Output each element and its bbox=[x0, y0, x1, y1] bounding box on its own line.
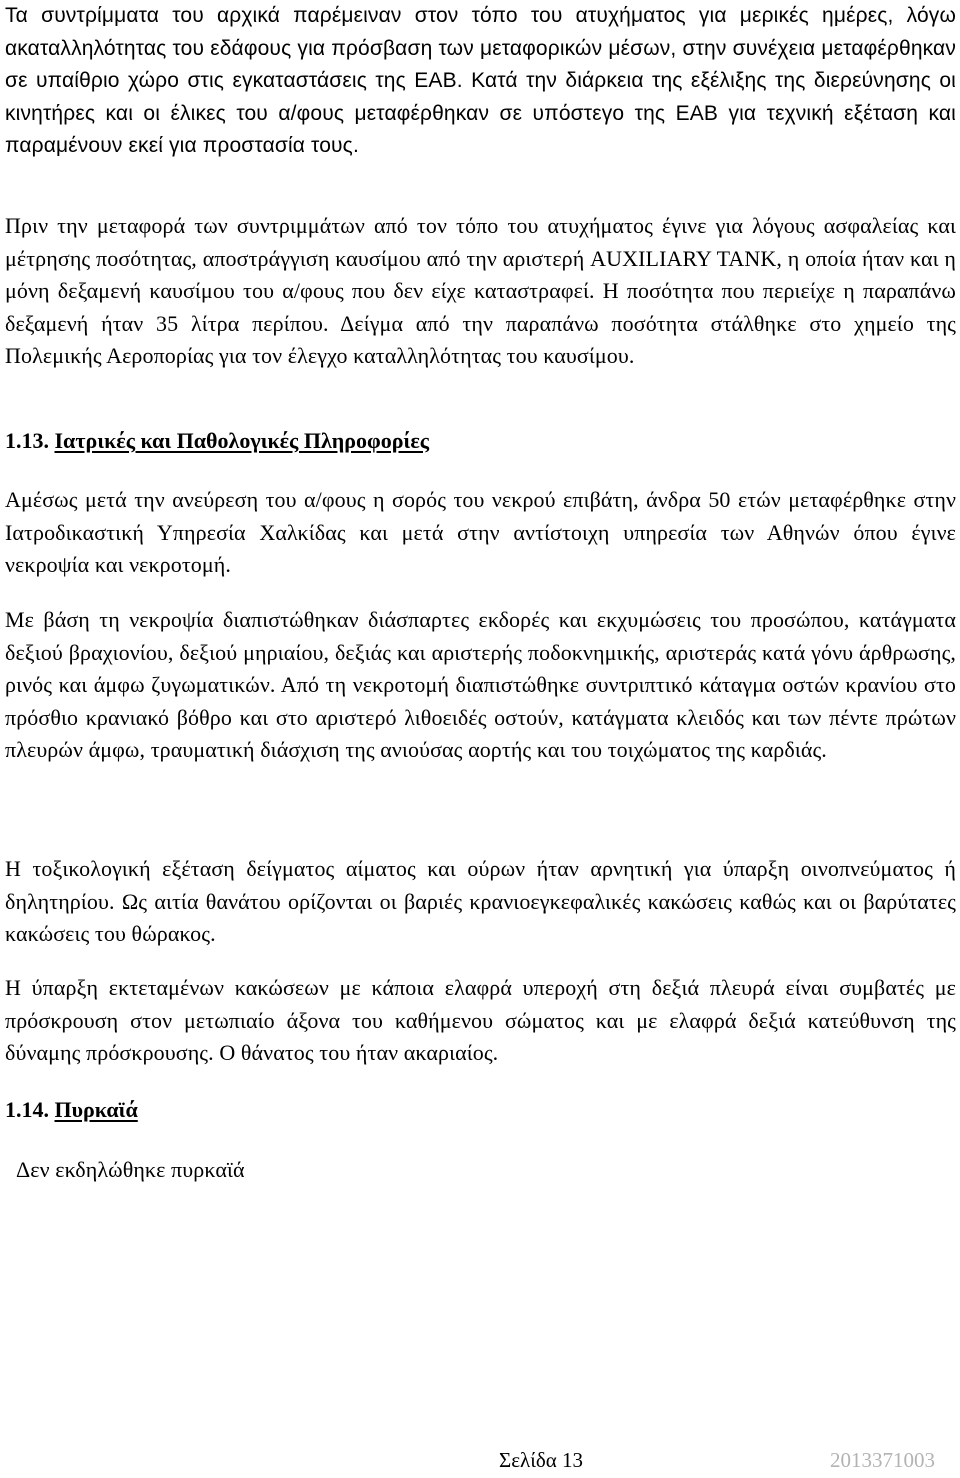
page-number: Σελίδα 13 bbox=[499, 1448, 584, 1472]
paragraph-impact-analysis: Η ύπαρξη εκτεταμένων κακώσεων με κάποια ελαφρά υπεροχή στη δεξιά πλευρά είναι συμβατές με πρόσκρουση στον μετωπιαίο άξονα του καθήμενου σώματος και με ελαφρά δεξιά κατεύθυνση της δύναμης πρόσκρουσης. Ο θάνατος του ήταν ακαριαίος. bbox=[5, 975, 956, 1065]
paragraph-body-transfer: Αμέσως μετά την ανεύρεση του α/φους η σορός του νεκρού επιβάτη, άνδρα 50 ετών μεταφέρθηκε στην Ιατροδικαστική Υπηρεσία Χαλκίδας και μετά στην αντίστοιχη υπηρεσία των Αθηνών όπου έγινε νεκροψία και νεκροτομή. bbox=[5, 487, 956, 577]
section-number: 1.13. bbox=[5, 428, 49, 453]
document-code: 2013371003 bbox=[830, 1448, 935, 1472]
paragraph-autopsy-findings: Με βάση τη νεκροψία διαπιστώθηκαν διάσπαρτες εκδορές και εκχυμώσεις του προσώπου, κατάγματα δεξιού βραχιονίου, δεξιού μηριαίου, δεξιάς και αριστερής ποδοκνημικής, αριστεράς κατά γόνυ άρθρωσης, ρινός και άμφω ζυγωματικών. Από τη νεκροτομή διαπιστώθηκε συντριπτικό κάταγμα οστών κρανίου στο πρόσθιο κρανιακό βόθρο και στο αριστερό λιθοειδές οστούν, κατάγματα κλειδός και των πέντε πρώτων πλευρών άμφω, τραυματική διάσχιση της ανιούσας αορτής και του τοιχώματος της καρδιάς. bbox=[5, 607, 956, 762]
section-number: 1.14. bbox=[5, 1097, 49, 1122]
paragraph-toxicology: Η τοξικολογική εξέταση δείγματος αίματος και ούρων ήταν αρνητική για ύπαρξη οινοπνεύματος ή δηλητηρίου. Ως αιτία θανάτου ορίζονται οι βαριές κρανιοεγκεφαλικές κακώσεις καθώς και οι βαρύτατες κακώσεις του θώρακος. bbox=[5, 856, 956, 946]
section-heading-1-14 bbox=[5, 1094, 138, 1126]
paragraph-fuel-drainage: Πριν την μεταφορά των συντριμμάτων από τον τόπο του ατυχήματος έγινε για λόγους ασφαλείας και μέτρησης ποσότητας, αποστράγγιση καυσίμου από την αριστερή AUXILIARY TANK, η οποία ήταν και η μόνη δεξαμενή καυσίμου του α/φους που δεν είχε καταστραφεί. Η ποσότητα που περιείχε η παραπάνω δεξαμενή ήταν 35 λίτρα περίπου. Δείγμα από την παραπάνω ποσότητα στάλθηκε στο χημείο της Πολεμικής Αεροπορίας για τον έλεγχο καταλληλότητας του καυσίμου. bbox=[5, 213, 956, 368]
section-heading-1-13 bbox=[5, 425, 429, 457]
section-title: Πυρκαϊά bbox=[54, 1097, 138, 1122]
paragraph-wreckage-storage: Τα συντρίμματα του αρχικά παρέμειναν στον τόπο του ατυχήματος για μερικές ημέρες, λόγω ακαταλληλότητας του εδάφους για πρόσβαση των μεταφορικών μέσων, στην συνέχεια μεταφέρθηκαν σε υπαίθριο χώρο στις εγκαταστάσεις της ΕΑΒ. Κατά την διάρκεια της εξέλιξης της διερεύνησης οι κινητήρες και οι έλικες του α/φους μεταφέρθηκαν σε υπόστεγο της ΕΑΒ για τεχνική εξέταση και παραμένουν εκεί για προστασία τους. bbox=[5, 4, 956, 157]
section-title: Ιατρικές και Παθολογικές Πληροφορίες bbox=[54, 428, 430, 453]
page-footer bbox=[0, 1448, 960, 1478]
paragraph-no-fire: Δεν εκδηλώθηκε πυρκαϊά bbox=[16, 1157, 245, 1182]
